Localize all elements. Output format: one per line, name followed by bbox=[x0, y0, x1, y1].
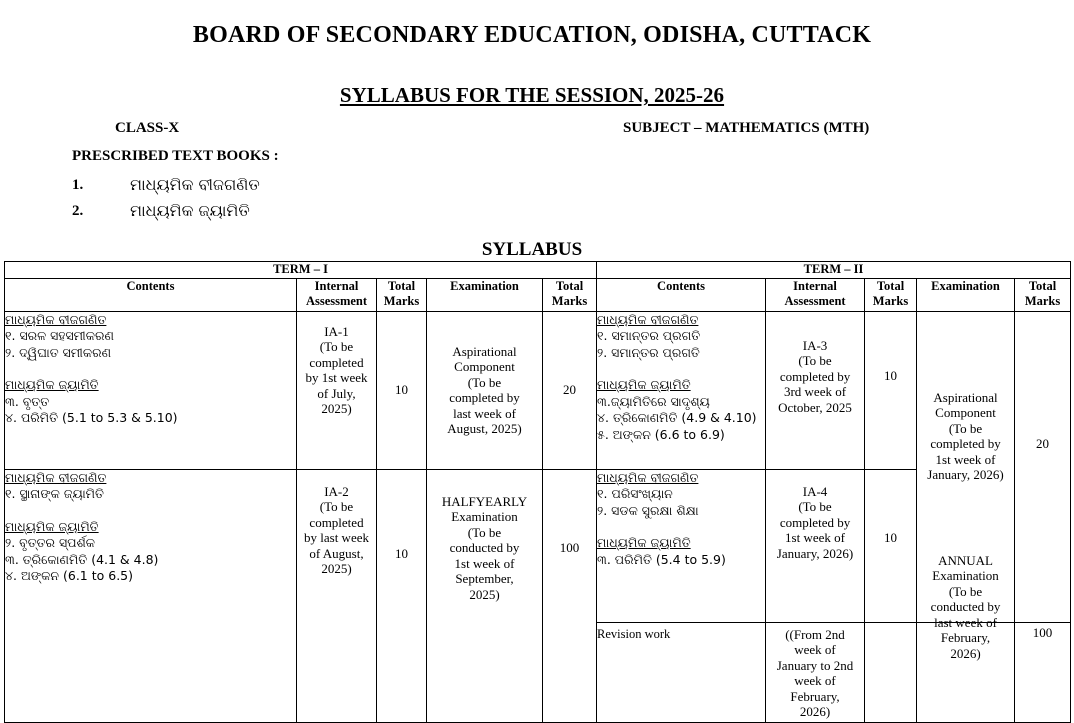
term2-contents-1: ମାଧ୍ୟମିକ ବୀଜଗଣିତ ୧. ସମାନ୍ତର ପ୍ରଗତି ୨. ସମାନ୍ତର ପ୍ରଗତି ମାଧ୍ୟମିକ ଜ୍ୟାମିତି ୩.ଜ୍ୟାମିତିରେ ସାଦୃଶ୍ୟ ୪. ତ୍ରିକୋଣମିତି (4.9 & 4.10) ୫. ଅଙ୍କନ (6.6 to 6.9) bbox=[597, 311, 766, 469]
term2-exam-2: ANNUAL Examination (To be conducted by last week of February, 2026) bbox=[917, 622, 1015, 722]
col-ia-2: Internal Assessment bbox=[766, 278, 865, 311]
term1-marks-2: 10 bbox=[377, 469, 427, 722]
subject-label: SUBJECT – MATHEMATICS (MTH) bbox=[623, 120, 870, 136]
col-marks-2: Total Marks bbox=[865, 278, 917, 311]
term2-marks-1: 10 bbox=[865, 311, 917, 469]
book-1-num: 1. bbox=[72, 177, 84, 193]
col-marks-1: Total Marks bbox=[377, 278, 427, 311]
term2-ia-1: IA-3 (To be completed by 3rd week of October, 2025 bbox=[766, 311, 865, 469]
term2-contents-2: ମାଧ୍ୟମିକ ବୀଜଗଣିତ ୧. ପରିସଂଖ୍ୟାନ ୨. ସଡକ ସୁରକ୍ଷା ଶିକ୍ଷା ମାଧ୍ୟମିକ ଜ୍ୟାମିତି ୩. ପରିମିତି (5.4 to 5.9) bbox=[597, 469, 766, 622]
term-1-header: TERM – I bbox=[5, 262, 597, 279]
term2-ia-2: IA-4 (To be completed by 1st week of January, 2026) bbox=[766, 469, 865, 622]
col-exam-marks-1: Total Marks bbox=[543, 278, 597, 311]
book-1-name: ମାଧ୍ୟମିକ ବୀଜଗଣିତ bbox=[130, 175, 260, 194]
term2-revision-label: Revision work bbox=[597, 622, 766, 722]
term2-revision-marks bbox=[865, 622, 917, 722]
term1-exam-marks-2: 100 bbox=[543, 469, 597, 722]
board-title: BOARD OF SECONDARY EDUCATION, ODISHA, CUTTACK bbox=[192, 22, 872, 48]
term2-exam-marks-1: 20 bbox=[1015, 311, 1071, 622]
term1-contents-1: ମାଧ୍ୟମିକ ବୀଜଗଣିତ ୧. ସରଳ ସହସମୀକରଣ ୨. ଦ୍ୱିଘାତ ସମୀକରଣ ମାଧ୍ୟମିକ ଜ୍ୟାମିତି ୩. ବୃତ୍ତ ୪. ପରିମିତି (5.1 to 5.3 & 5.10) bbox=[5, 311, 297, 469]
col-contents-1: Contents bbox=[5, 278, 297, 311]
term1-ia-1: IA-1 (To be completed by 1st week of July, 2025) bbox=[297, 311, 377, 469]
term1-exam-marks-1: 20 bbox=[543, 311, 597, 469]
term1-exam-1: Aspirational Component (To be completed by last week of August, 2025) bbox=[427, 311, 543, 469]
term1-ia-2: IA-2 (To be completed by last week of August, 2025) bbox=[297, 469, 377, 722]
term2-exam-1: Aspirational Component (To be completed by 1st week of January, 2026) bbox=[917, 311, 1015, 622]
term2-revision-period: ((From 2nd week of January to 2nd week of February, 2026) bbox=[766, 622, 865, 722]
col-contents-2: Contents bbox=[597, 278, 766, 311]
class-label: CLASS-X bbox=[115, 120, 180, 136]
term1-exam-2: HALFYEARLY Examination (To be conducted by 1st week of September, 2025) bbox=[427, 469, 543, 722]
books-title: PRESCRIBED TEXT BOOKS : bbox=[72, 148, 279, 164]
col-exam-1: Examination bbox=[427, 278, 543, 311]
term2-marks-2: 10 bbox=[865, 469, 917, 622]
term-2-header: TERM – II bbox=[597, 262, 1071, 279]
session-title: SYLLABUS FOR THE SESSION, 2025-26 bbox=[339, 83, 725, 107]
syllabus-title: SYLLABUS bbox=[481, 239, 583, 260]
col-exam-marks-2: Total Marks bbox=[1015, 278, 1071, 311]
col-ia-1: Internal Assessment bbox=[297, 278, 377, 311]
term1-marks-1: 10 bbox=[377, 311, 427, 469]
book-2-num: 2. bbox=[72, 203, 84, 219]
col-exam-2: Examination bbox=[917, 278, 1015, 311]
syllabus-table bbox=[4, 261, 1071, 723]
term1-contents-2: ମାଧ୍ୟମିକ ବୀଜଗଣିତ ୧. ସ୍ଥାନାଙ୍କ ଜ୍ୟାମିତି ମାଧ୍ୟମିକ ଜ୍ୟାମିତି ୨. ବୃତ୍ତର ସ୍ପର୍ଶକ ୩. ତ୍ରିକୋଣମିତି (4.1 & 4.8) ୪. ଅଙ୍କନ (6.1 to 6.5) bbox=[5, 469, 297, 722]
term2-exam-marks-2: 100 bbox=[1015, 622, 1071, 722]
book-2-name: ମାଧ୍ୟମିକ ଜ୍ୟାମିତି bbox=[130, 201, 250, 220]
